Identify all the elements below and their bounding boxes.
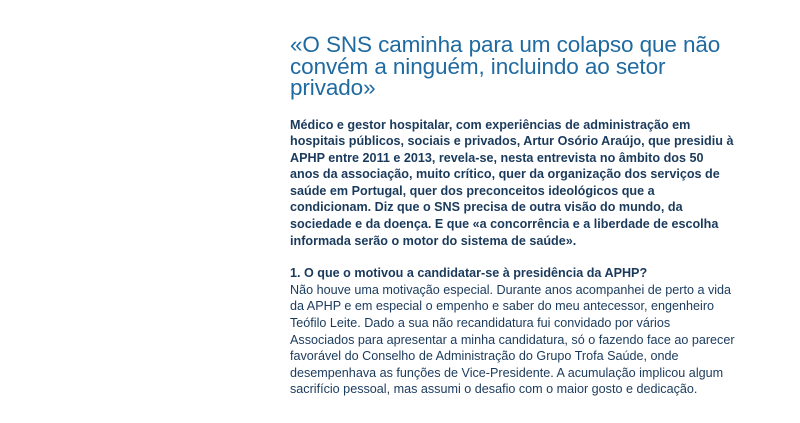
interview-answer-1: Não houve uma motivação especial. Durante anos acompanhei de perto a vida da APHP e em especial o empenho e saber do meu antecessor, engenheiro Teófilo Leite. Dado a sua não recandidatura fui convidado por vários Associados para apresentar a minha candidatura, só o fazendo face ao parecer favorável do Conselho de Administração do Grupo Trofa Saúde, onde desempenhava as funções de Vice-Presidente. A acumulação implicou algum sacrifício pessoal, mas assumi o desafio com o maior gosto e dedicação. — [290, 282, 735, 397]
interview-question-1: 1. O que o motivou a candidatar-se à presidência da APHP? — [290, 266, 648, 281]
article-lead: Médico e gestor hospitalar, com experiências de administração em hospitais públicos, sociais e privados, Artur Osório Araújo, que presidiu à APHP entre 2011 e 2013, revela-se, nesta entrevista no âmbito dos 50 anos da associação, muito crítico, quer da organização dos serviços de saúde em Portugal, quer dos preconceitos ideológicos que a condicionam. Diz que o SNS precisa de outra visão do mundo, da sociedade e da doença. E que «a concorrência e a liberdade de escolha informada serão o motor do sistema de saúde». — [290, 117, 734, 248]
article-headline: «O SNS caminha para um colapso que não convém a ninguém, incluindo ao setor privado» — [290, 32, 721, 100]
article — [290, 34, 735, 398]
